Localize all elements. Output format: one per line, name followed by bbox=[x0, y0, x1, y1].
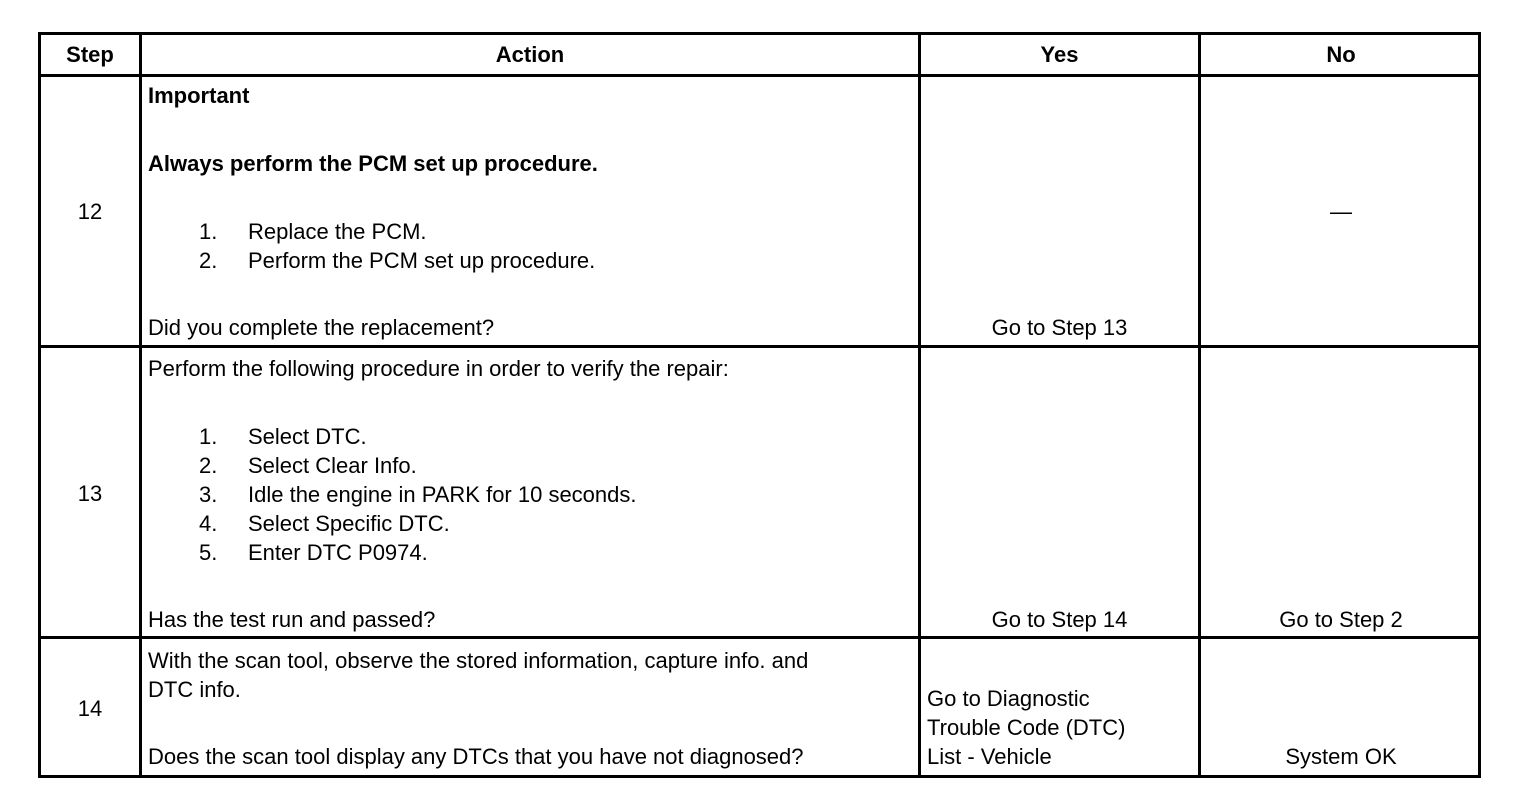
list-item: Perform the PCM set up procedure. bbox=[248, 248, 596, 273]
yes-action: Go to Step 13 bbox=[991, 315, 1128, 340]
diagnostic-table bbox=[38, 32, 1481, 778]
column-divider bbox=[139, 35, 142, 775]
no-action: System OK bbox=[1285, 744, 1397, 769]
list-number: 4. bbox=[199, 511, 218, 536]
no-action: Go to Step 2 bbox=[1279, 607, 1403, 632]
step-question: Has the test run and passed? bbox=[148, 607, 436, 632]
yes-action: Go to Step 14 bbox=[991, 607, 1128, 632]
step-number: 12 bbox=[77, 199, 103, 224]
list-item: Enter DTC P0974. bbox=[248, 540, 428, 565]
list-item: Select Clear Info. bbox=[248, 453, 417, 478]
list-item: Select DTC. bbox=[248, 424, 367, 449]
list-item: Select Specific DTC. bbox=[248, 511, 450, 536]
list-number: 1. bbox=[199, 219, 218, 244]
no-action: — bbox=[1330, 199, 1352, 224]
step-intro: With the scan tool, observe the stored information, capture info. and bbox=[148, 648, 809, 673]
important-label: Important bbox=[148, 83, 250, 108]
list-number: 2. bbox=[199, 248, 218, 273]
column-divider bbox=[1198, 35, 1201, 775]
row-divider bbox=[41, 345, 1478, 348]
list-item: Replace the PCM. bbox=[248, 219, 427, 244]
row-divider bbox=[41, 636, 1478, 639]
column-divider bbox=[918, 35, 921, 775]
step-intro: DTC info. bbox=[148, 677, 241, 702]
yes-action: List - Vehicle bbox=[927, 744, 1052, 769]
list-number: 5. bbox=[199, 540, 218, 565]
list-number: 3. bbox=[199, 482, 218, 507]
step-intro: Perform the following procedure in order to verify the repair: bbox=[148, 356, 729, 381]
step-number: 13 bbox=[77, 481, 103, 506]
yes-action: Go to Diagnostic bbox=[927, 686, 1090, 711]
important-note: Always perform the PCM set up procedure. bbox=[148, 151, 598, 176]
step-number: 14 bbox=[77, 696, 103, 721]
row-divider bbox=[41, 74, 1478, 77]
header-step: Step bbox=[66, 42, 114, 67]
header-yes: Yes bbox=[1040, 42, 1079, 67]
step-question: Did you complete the replacement? bbox=[148, 315, 495, 340]
list-item: Idle the engine in PARK for 10 seconds. bbox=[248, 482, 637, 507]
yes-action: Trouble Code (DTC) bbox=[927, 715, 1126, 740]
list-number: 1. bbox=[199, 424, 218, 449]
list-number: 2. bbox=[199, 453, 218, 478]
header-action: Action bbox=[495, 42, 565, 67]
header-no: No bbox=[1326, 42, 1356, 67]
step-question: Does the scan tool display any DTCs that you have not diagnosed? bbox=[148, 744, 804, 769]
